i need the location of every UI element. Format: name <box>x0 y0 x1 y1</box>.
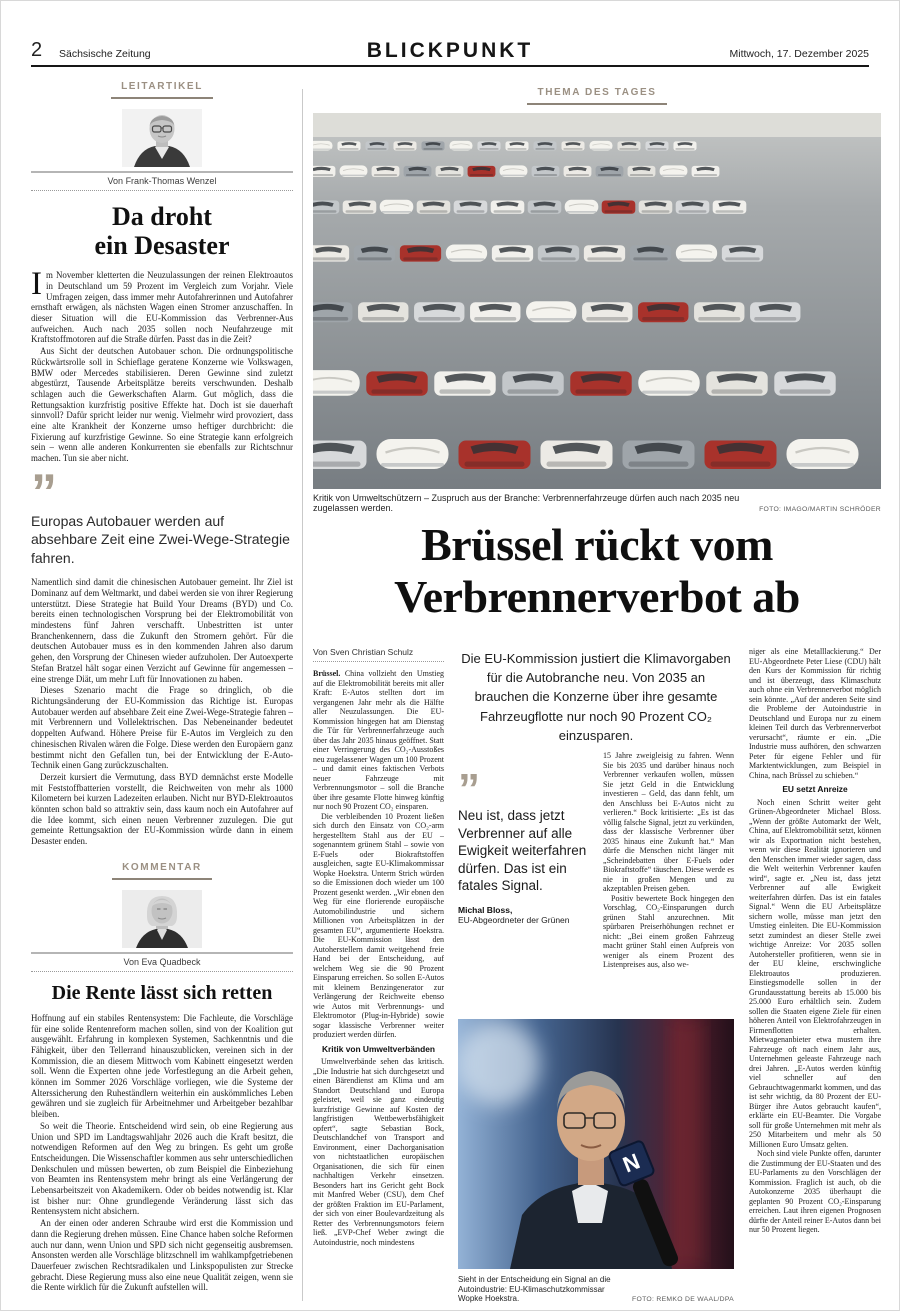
paper-name: Sächsische Zeitung <box>59 48 151 60</box>
article-paragraph: Brüssel. China vollzieht den Umstieg auf die Elektromobilität bereits mit aller Kraft: E-Autos stellten dort im vergangenen Jahr mehr als die Hälfte aller Neuzulassungen. Die EU-Kommission hingegen hat am Dienstag die Tür für Verbrennerfahrzeuge auch über das Jahr 2035 hinaus geöffnet. Statt einer Verringerung des CO₂-Ausstoßes neu zugelassener Wagen um 100 Prozent – und damit eines faktischen Verbots neuer Fahrzeuge mit Verbrennungsmotor – soll die Branche über ihre gesamte Flotte hinweg künftig nur noch 90 Prozent CO₂ einsparen. <box>313 669 444 811</box>
main-article <box>313 647 881 1307</box>
article-subhead: Kritik von Umweltverbänden <box>321 1043 436 1054</box>
article-column-4 <box>749 647 881 1307</box>
article-lede: Die EU-Kommission justiert die Klimavorgaben für die Autobranche neu. Von 2035 an brauchen die Konzerne über ihre gesamte Fahrzeugflotte nur noch 90 Prozent CO₂ einzusparen. <box>461 651 731 743</box>
article-paragraph: niger als eine Metalllackierung.“ Der EU-Abgeordnete Peter Liese (CDU) hält den Kurs der Kommission für richtig und ist überzeugt, dass Klimaschutz auch ohne ein Verbrennerverbot möglich sein könnte. „Auf der anderen Seite sind die Probleme der Autoindustrie in Deutschland und Europa nur zu einem kleinen Teil durch das Verbrennerverbot verursacht“, räumte er ein. „Die Industrie muss aufhören, den schwarzen Peter für eigene Fehler und für Marktentwicklungen, zum Beispiel in China, nach Brüssel zu schieben.“ <box>749 647 881 780</box>
thema-kicker: THEMA DES TAGES <box>313 87 881 105</box>
kommentar-headline: Die Rente lässt sich retten <box>51 981 273 1004</box>
article-paragraph: Umweltverbände sehen das kritisch. „Die Industrie hat sich durchgesetzt und einen Bärendienst am Klima und am Standort Deutschland und Europa geleistet, weil sie ganz eindeutig kurzfristige Gewinne auf Kosten der langfristigen Wettbewerbsfähigkeit opfert“, sagte Sebastian Bock, Deutschlandchef von Transport and Environment, einer Dachorganisation von nichtstaatlichen europäischen Organisationen, die sich für einen nachhaltigen Verkehr einsetzen. Besonders hart ins Gericht geht Bock mit Manfred Weber (CSU), dem Chef der größten Fraktion im EU-Parlament, der sich von einer Boulevardzeitung als Retter des Verbrennungsmotors feiern ließ. „EVP-Chef Weber zwingt die Autoindustrie, noch mindestens <box>313 1057 444 1247</box>
caption-text: Sieht in der Entscheidung ein Signal an die Autoindustrie: EU-Klimaschutzkommissar Wopke Hoekstra. <box>458 1275 611 1304</box>
leitartikel-body-2 <box>31 577 293 847</box>
leitartikel-headline: Da droht ein Desaster <box>94 202 230 260</box>
article-byline: Von Sven Christian Schulz <box>313 647 444 662</box>
article-paragraph: Die verbleibenden 10 Prozent ließen sich durch den Einsatz von CO₂-arm hergestelltem Stahl aus der EU – sogenanntem grünem Stahl – sowie von E-Fuels oder Biokraftstoffen ausgleichen, sagte EU-Klimakommissar Wopke Hoekstra. Unterm Strich würden so die Emissionen doch wieder um 100 Prozent gesenkt werden. „Wir ebnen den Weg für eine florierende europäische Automobilindustrie und sichern Millionen von Arbeitsplätzen in der gesamten EU“, argumentierte Hoekstra. Die EU-Kommission lässt den Autoherstellern damit weitgehend freie Hand bei der Entscheidung, auf welchem Weg sie die 90 Prozent Einsparung erreichen. So sollen E-Autos mit kleinem Benzingenerator zur Verlängerung der Reichweite ebenso wie Autos mit Verbrennungs- und Elektromotor (Plug-in-Hybride) sowie sogar klassische Verbrenner weiter produziert werden dürfen. <box>313 811 444 1039</box>
thema-des-tages-section <box>313 81 881 1307</box>
leitartikel-byline: Von Frank-Thomas Wenzel <box>31 171 293 191</box>
opinion-column <box>31 81 293 1294</box>
leitartikel-section <box>31 81 293 848</box>
caption-text: Kritik von Umweltschützern – Zuspruch aus der Branche: Verbrennerfahrzeuge dürfen auch nach 2035 neu zugelassen werden. <box>313 493 740 513</box>
car-lot-photo <box>313 113 881 489</box>
photo-credit: FOTO: IMAGO/MARTIN SCHRÖDER <box>759 506 881 513</box>
car-photo-caption <box>313 493 881 513</box>
article-paragraph: Namentlich sind damit die chinesischen Autobauer gemeint. Ihr Ziel ist Dominanz auf dem Weltmarkt, und dabei werden sie von ihrer Regierung unterstützt. Diese Strategie hat Build Your Dreams (BYD) und Co. bereits einen technologischen Vorsprung bei der Elektromobilität von mindestens fünf Jahren verschafft. Unbestritten ist unter Branchenkennern, dass die Zukunft den Stromern gehört. Für die deutschen Autobauer muss es in den kommenden Jahren also darum gehen, den Vorsprung der Chinesen wieder aufzuholen. Der Autoexperte Stefan Bratzel hält sogar einen Verzicht auf Gewinne für angemessen – eine strenge Diät, um mehr Luft für Innovationen zu haben. <box>31 577 293 684</box>
pullquote-author-role: EU-Abgeordneter der Grünen <box>458 914 570 925</box>
main-headline: Brüssel rückt vom Verbrennerverbot ab <box>394 519 800 622</box>
article-column-1-body <box>313 669 444 1247</box>
article-paragraph: Noch sind viele Punkte offen, darunter die Zustimmung der EU-Staaten und des EU-Parlaments zu den Vorschlägen der Kommission. Fraglich ist auch, ob die Autokonzerne 2035 überhaupt die geplanten 90 Prozent CO₂-Einsparung erreichen. Laut ihren eigenen Prognosen dürfte der Anteil reiner E-Autos dann bei nur 50 Prozent liegen. <box>749 1149 881 1234</box>
svg-text:N: N <box>619 1148 644 1178</box>
header-rule <box>31 65 869 67</box>
article-subhead: EU setzt Anreize <box>782 784 848 794</box>
article-paragraph: 15 Jahre zweigleisig zu fahren. Wenn Sie bis 2035 und darüber hinaus noch Verbrenner verkaufen wollen, müssen Sie jetzt Geld in die Entwicklung investieren – Geld, das dann fehlt, um den Anschluss bei E-Autos nicht zu verlieren.“ Bock kritisierte: „Es ist das völlig falsche Signal, jetzt zu verkünden, dass der klassische Verbrenner über 2035 hinaus eine Zukunft hat.“ Man dürfe die Menschen nicht länger mit „Scheindebatten über E-Fuels oder Biokraftstoffe“ täuschen. Diese werde es nie in großen Mengen und zu akzeptablen Preisen geben. <box>603 751 734 893</box>
article-pullquote <box>458 765 589 925</box>
pullquote-author: Michal Bloss, <box>458 904 513 915</box>
section-title: BLICKPUNKT <box>366 39 534 62</box>
column-divider <box>302 89 303 1301</box>
article-paragraph: Positiv bewertete Bock hingegen den Vorschlag, CO₂-Einsparungen durch grünen Stahl anzurechnen. Mit spürbaren Preiserhöhungen rechnet er nicht: „Bei einem großen Fahrzeug macht grüner Stahl einen Aufpreis von weniger als einem Prozent des Listenpreises aus, also we- <box>603 893 734 969</box>
article-column-3-body <box>603 751 734 970</box>
article-paragraph: Aus Sicht der deutschen Autobauer schon. Die ordnungspolitische Rückwärtsrolle soll in Schieflage geratene Konzerne wie Volkswagen, BMW oder Mercedes stabilisieren. Deren Gewinne sind zuletzt abgestürzt, Tausende Arbeitsplätze bereits verschwunden. Deshalb schlagen auch die Gewerkschaften Alarm. Gut möglich, dass die Rettungsaktion kurzfristig positive Effekte hat. Doch ist sie dauerhaft sinnvoll? Dafür spricht leider nur wenig. Vielmehr wird provoziert, dass eine alte Krankheit der Konzerne umso heftiger durchbricht: die Fixierung auf kurzfristige Gewinne. So eine Strategie kann erfolgreich sein – wenn alle anderen Konkurrenten sie ebenfalls zur Richtschnur machen. Tun sie aber nicht. <box>31 346 293 464</box>
pullquote-text: Europas Autobauer werden auf absehbare Zeit eine Zwei-Wege-Strategie fahren. <box>31 512 290 566</box>
author-photo-eva-quadbeck <box>122 890 202 948</box>
article-column-4-body <box>749 647 881 1235</box>
article-paragraph: Im November kletterten die Neuzulassungen der reinen Elektroautos in Deutschland um 59 Prozent im Vergleich zum Vorjahr. Viele Umfragen zeigen, dass immer mehr Autofahrerinnen und Autofahrer ernsthaft erwägen, als nächsten Wagen einen Stromer anzuschaffen. In dieser Situation will die EU-Kommission das Verbrenner-Aus aufweichen. Auch nach 2035 sollen noch Neufahrzeuge mit Kraftstoffmotoren auf die Straße dürfen. Passt das in die Zeit? <box>31 266 293 345</box>
hoekstra-photo-caption <box>458 1275 734 1304</box>
quote-mark-icon: ” <box>458 765 477 814</box>
kommentar-kicker: KOMMENTAR <box>31 862 293 880</box>
article-paragraph: Noch einen Schritt weiter geht Grünen-Abgeordneter Michael Bloss. „Wenn der größte Automarkt der Welt, China, auf Elektromobilität setzt, können wir als Exportnation nicht bestehen, wenn wir diese Realität ignorieren und den Menschen immer wieder sagen, dass die Welt weiterhin Verbrenner kaufen wird“, sagte er. „Neu ist, dass jetzt Verbrenner auf alle Ewigkeit weiterfahren dürfen. Das ist ein fatales Signal.“ Wenn die EU Arbeitsplätze sichern wolle, müsse man jetzt den Umstieg einleiten. Die EU-Kommission setzt zumindest an dieser Stelle zwei wichtige Anreize: Vor 2035 sollen Autohersteller profitieren, wenn sie in der EU kleine, erschwingliche Elektroautos produzieren. Einstiegsmodelle sollen in der Grundausstattung bereits ab 15.000 bis 25.000 Euro erhältlich sein. Zudem sollen die Staaten eigene Ziele für einen höheren Anteil von Elektrofahrzeugen in Firmenflotten erhalten. Mietwagenanbieter etwa mustern ihre Fahrzeuge oft nach einem Jahr aus, Unternehmen geleaste Fahrzeuge nach drei Jahren. „E-Autos werden künftig viel schneller auf den Gebrauchtwagenmarkt kommen, und das ist sehr wichtig, da 80 Prozent der EU-Bürger ihre Autos gebraucht kaufen“, erklärte ein EU-Beamter. Die Vorgabe soll für große Unternehmen mit mehr als 250 Mitarbeitern und mehr als 50 Millionen Euro Umsatz gelten. <box>749 797 881 1149</box>
kommentar-byline: Von Eva Quadbeck <box>31 952 293 972</box>
pullquote-text: Neu ist, dass jetzt Verbrenner auf alle Ewigkeit weiterfahren dürfen. Das ist ein fatales Signal. <box>458 808 587 894</box>
issue-date: Mittwoch, 17. Dezember 2025 <box>729 48 869 60</box>
kommentar-body <box>31 1013 293 1293</box>
leitartikel-kicker: LEITARTIKEL <box>31 81 293 99</box>
article-paragraph: An der einen oder anderen Schraube wird erst die Kommission und dann die Regierung drehen müssen. Eine Chance haben solche Reformen auch nur dann, wenn Union und SPD sich nicht gegenseitig ausbremsen. Ansonsten werden alle Vorschläge blitzschnell im wahlkampfgetriebenen Dauerfeuer zwischen Rechtsradikalen und Linkspopulisten zur Strecke gebracht. Diese Regierung muss also eine neue Qualität zeigen, wenn sie die Rente wirklich für die Zukunft aufstellen will. <box>31 1218 293 1293</box>
leitartikel-pullquote <box>31 463 293 567</box>
kommentar-section <box>31 862 293 1294</box>
page-number: 2 <box>31 39 43 61</box>
hoekstra-photo <box>458 1019 734 1269</box>
article-column-3 <box>603 751 734 1013</box>
leitartikel-body-1 <box>31 266 293 464</box>
article-paragraph: Derzeit kursiert die Vermutung, dass BYD demnächst erste Modelle mit Feststoffbatterien vorstellt, die Reichweiten von mehr als 1000 Kilometern bei kurzen Ladezeiten erlauben. Nicht nur BYD-Elektroautos könnten schon bald so attraktiv sein, dass kaum noch ein Autofahrer auf die Idee kommt, sich einen neuen Verbrenner zuzulegen. Die gut gemeinte Rettungsaktion der EU-Kommission würde dann in einem Desaster enden. <box>31 771 293 847</box>
author-photo-frank-thomas-wenzel <box>122 109 202 167</box>
article-column-1 <box>313 647 444 1307</box>
photo-credit: FOTO: REMKO DE WAAL/DPA <box>632 1295 734 1303</box>
quote-mark-icon: ” <box>31 463 54 522</box>
article-paragraph: So weit die Theorie. Entscheidend wird sein, ob eine Regierung aus Union und SPD im Landtagswahljahr 2026 auch die Kraft besitzt, die notwendigen Reformen auf den Weg zu bringen. Es geht um große Entscheidungen. Die Wissenschaftler kommen aus sehr unterschiedlichen Denkschulen und müssen bewerten, ob zum Beispiel die Einbeziehung von Beamten ins Rentensystem mehr bringt als eine Verlängerung der Lebensarbeitszeit von Akademikern. Oder ob beides notwendig ist. Klar ist bisher nur: Ohne grundlegende Veränderung lässt sich das Rentensystem nicht absichern. <box>31 1120 293 1217</box>
article-paragraph: Hoffnung auf ein stabiles Rentensystem: Die Fachleute, die Vorschläge für eine solide Rentenreform machen sollen, sind von der Koalition gut ausgewählt. Erfahrung in komplexen Systemen, Sachkenntnis und die Fähigkeit, über den Tellerrand hinauszublicken, vereinen sich in der Kommission, die an diesem Mittwoch vom Kabinett eingesetzt werden soll. Wenn die Experten ohne jede Vorfestlegung an die Arbeit gehen, können im Sommer 2026 Vorschläge vorliegen, wie die Systeme der Alterssicherung den Ruheständlern weiterhin ein auskömmliches Leben gewähren und sie zugleich für Arbeitnehmer und Arbeitgeber bezahlbar bleiben. <box>31 1012 293 1120</box>
article-paragraph: Dieses Szenario macht die Frage so dringlich, ob die Richtungsänderung der EU-Kommission das Richtige ist. Europas Autobauer werden auf absehbare Zeit eine Zwei-Wege-Strategie fahren – mit Verbrennern und Vollelektrischen. Das Nebeneinander bedeutet doppelten Aufwand. Höhere Preise für E-Autos im Vergleich zu den chinesischen Rivalen wären die Folge. Diese werden den Europäern ganz bestimmt nicht den Gefallen tun, bei der Entwicklung der E-Auto-Technik einen Gang zurückzuschalten. <box>31 685 293 771</box>
